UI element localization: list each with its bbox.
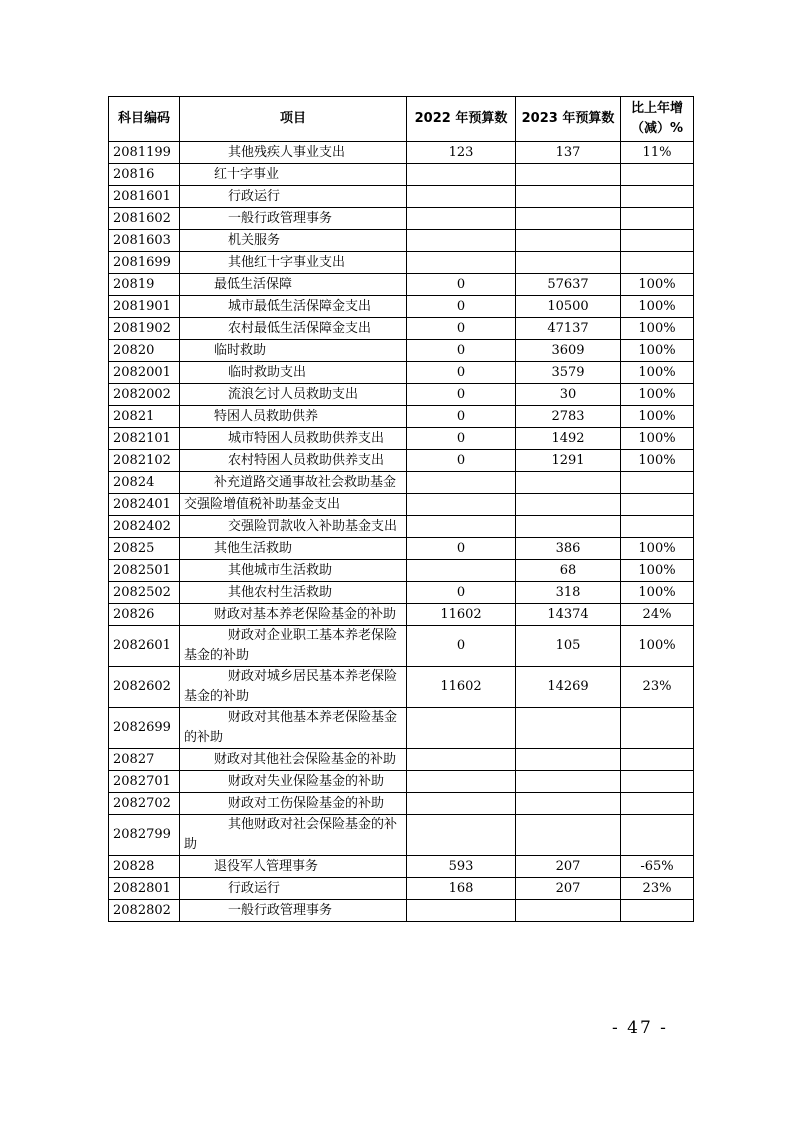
row-name: 临时救助 bbox=[180, 340, 407, 362]
row-name: 行政运行 bbox=[180, 186, 407, 208]
row-name: 财政对城乡居民基本养老保险基金的补助 bbox=[180, 667, 407, 708]
row-name: 财政对工伤保险基金的补助 bbox=[180, 793, 407, 815]
header-name: 项目 bbox=[180, 97, 407, 142]
row-budget-2022: 0 bbox=[407, 538, 516, 560]
row-budget-2023: 10500 bbox=[516, 296, 621, 318]
table-row bbox=[109, 340, 694, 362]
table-row bbox=[109, 208, 694, 230]
row-budget-2022 bbox=[407, 186, 516, 208]
table-header-row bbox=[109, 97, 694, 142]
row-budget-2022 bbox=[407, 708, 516, 749]
row-change: 100% bbox=[621, 384, 694, 406]
row-change: 100% bbox=[621, 340, 694, 362]
row-code: 2082001 bbox=[109, 362, 180, 384]
row-code: 2082401 bbox=[109, 494, 180, 516]
row-budget-2022: 0 bbox=[407, 318, 516, 340]
row-change bbox=[621, 815, 694, 856]
row-change: 100% bbox=[621, 428, 694, 450]
row-change bbox=[621, 900, 694, 922]
row-code: 2082799 bbox=[109, 815, 180, 856]
row-change bbox=[621, 749, 694, 771]
header-budget-2022: 2022 年预算数 bbox=[407, 97, 516, 142]
row-code: 2081603 bbox=[109, 230, 180, 252]
row-name: 其他生活救助 bbox=[180, 538, 407, 560]
row-budget-2023 bbox=[516, 186, 621, 208]
row-budget-2022: 168 bbox=[407, 878, 516, 900]
row-change bbox=[621, 708, 694, 749]
row-budget-2023: 318 bbox=[516, 582, 621, 604]
row-code: 20828 bbox=[109, 856, 180, 878]
row-budget-2022 bbox=[407, 771, 516, 793]
row-name: 其他财政对社会保险基金的补助 bbox=[180, 815, 407, 856]
row-budget-2023 bbox=[516, 252, 621, 274]
row-budget-2022 bbox=[407, 208, 516, 230]
row-name: 城市最低生活保障金支出 bbox=[180, 296, 407, 318]
row-budget-2023 bbox=[516, 230, 621, 252]
row-budget-2022: 0 bbox=[407, 450, 516, 472]
table-row bbox=[109, 472, 694, 494]
row-name: 一般行政管理事务 bbox=[180, 900, 407, 922]
row-change: 100% bbox=[621, 560, 694, 582]
table-row bbox=[109, 362, 694, 384]
row-change: 24% bbox=[621, 604, 694, 626]
row-name: 交强险罚款收入补助基金支出 bbox=[180, 516, 407, 538]
row-code: 20821 bbox=[109, 406, 180, 428]
row-budget-2022 bbox=[407, 230, 516, 252]
row-budget-2022: 0 bbox=[407, 428, 516, 450]
row-name: 机关服务 bbox=[180, 230, 407, 252]
row-code: 20816 bbox=[109, 164, 180, 186]
row-budget-2022 bbox=[407, 793, 516, 815]
row-budget-2022 bbox=[407, 516, 516, 538]
row-budget-2023: 137 bbox=[516, 142, 621, 164]
row-code: 2082602 bbox=[109, 667, 180, 708]
row-change: 100% bbox=[621, 582, 694, 604]
row-budget-2023: 47137 bbox=[516, 318, 621, 340]
row-code: 2081901 bbox=[109, 296, 180, 318]
row-change: 100% bbox=[621, 296, 694, 318]
row-change: -65% bbox=[621, 856, 694, 878]
row-name: 特困人员救助供养 bbox=[180, 406, 407, 428]
row-code: 2082101 bbox=[109, 428, 180, 450]
row-budget-2023 bbox=[516, 749, 621, 771]
row-change bbox=[621, 252, 694, 274]
row-name: 退役军人管理事务 bbox=[180, 856, 407, 878]
row-budget-2022 bbox=[407, 560, 516, 582]
table-row bbox=[109, 604, 694, 626]
row-name: 红十字事业 bbox=[180, 164, 407, 186]
row-budget-2023 bbox=[516, 516, 621, 538]
row-budget-2023 bbox=[516, 164, 621, 186]
row-change bbox=[621, 230, 694, 252]
row-change bbox=[621, 472, 694, 494]
row-budget-2022: 0 bbox=[407, 582, 516, 604]
table-row bbox=[109, 230, 694, 252]
row-change bbox=[621, 494, 694, 516]
row-budget-2023: 1492 bbox=[516, 428, 621, 450]
row-change: 100% bbox=[621, 626, 694, 667]
table-row bbox=[109, 296, 694, 318]
row-budget-2023: 3609 bbox=[516, 340, 621, 362]
row-code: 20827 bbox=[109, 749, 180, 771]
table-row bbox=[109, 878, 694, 900]
row-change: 11% bbox=[621, 142, 694, 164]
row-name: 最低生活保障 bbox=[180, 274, 407, 296]
row-budget-2022: 0 bbox=[407, 296, 516, 318]
row-budget-2023: 207 bbox=[516, 856, 621, 878]
table-row bbox=[109, 516, 694, 538]
row-name: 财政对企业职工基本养老保险基金的补助 bbox=[180, 626, 407, 667]
row-code: 2082102 bbox=[109, 450, 180, 472]
row-name: 财政对其他社会保险基金的补助 bbox=[180, 749, 407, 771]
row-code: 2081601 bbox=[109, 186, 180, 208]
row-name: 财政对其他基本养老保险基金的补助 bbox=[180, 708, 407, 749]
row-budget-2023 bbox=[516, 472, 621, 494]
row-budget-2022 bbox=[407, 749, 516, 771]
table-row bbox=[109, 749, 694, 771]
row-change: 23% bbox=[621, 878, 694, 900]
row-change: 100% bbox=[621, 362, 694, 384]
page-number: - 47 - bbox=[612, 1018, 668, 1038]
row-code: 20820 bbox=[109, 340, 180, 362]
table-row bbox=[109, 626, 694, 667]
table-row bbox=[109, 538, 694, 560]
row-code: 20825 bbox=[109, 538, 180, 560]
row-budget-2023: 1291 bbox=[516, 450, 621, 472]
row-name: 财政对失业保险基金的补助 bbox=[180, 771, 407, 793]
row-budget-2022 bbox=[407, 252, 516, 274]
row-budget-2023: 3579 bbox=[516, 362, 621, 384]
row-budget-2022: 0 bbox=[407, 340, 516, 362]
row-budget-2022: 0 bbox=[407, 626, 516, 667]
row-code: 20819 bbox=[109, 274, 180, 296]
row-code: 20826 bbox=[109, 604, 180, 626]
row-code: 2082701 bbox=[109, 771, 180, 793]
row-budget-2022 bbox=[407, 900, 516, 922]
row-change: 100% bbox=[621, 538, 694, 560]
row-name: 其他红十字事业支出 bbox=[180, 252, 407, 274]
row-code: 2082699 bbox=[109, 708, 180, 749]
table-row bbox=[109, 582, 694, 604]
row-budget-2022: 0 bbox=[407, 274, 516, 296]
table-row bbox=[109, 771, 694, 793]
row-name: 其他残疾人事业支出 bbox=[180, 142, 407, 164]
table-row bbox=[109, 318, 694, 340]
row-code: 2081199 bbox=[109, 142, 180, 164]
row-code: 2082802 bbox=[109, 900, 180, 922]
row-budget-2023 bbox=[516, 815, 621, 856]
row-budget-2022 bbox=[407, 494, 516, 516]
table-row bbox=[109, 450, 694, 472]
row-budget-2023 bbox=[516, 771, 621, 793]
row-budget-2022: 11602 bbox=[407, 667, 516, 708]
row-budget-2023 bbox=[516, 208, 621, 230]
row-budget-2023: 14374 bbox=[516, 604, 621, 626]
row-change: 100% bbox=[621, 406, 694, 428]
budget-table bbox=[108, 96, 694, 922]
table-row bbox=[109, 274, 694, 296]
row-name: 补充道路交通事故社会救助基金 bbox=[180, 472, 407, 494]
row-code: 2082501 bbox=[109, 560, 180, 582]
row-budget-2023 bbox=[516, 494, 621, 516]
row-budget-2023: 2783 bbox=[516, 406, 621, 428]
table-row bbox=[109, 667, 694, 708]
row-budget-2023: 386 bbox=[516, 538, 621, 560]
row-code: 2082502 bbox=[109, 582, 180, 604]
row-name: 财政对基本养老保险基金的补助 bbox=[180, 604, 407, 626]
row-name: 其他农村生活救助 bbox=[180, 582, 407, 604]
row-code: 2081602 bbox=[109, 208, 180, 230]
row-budget-2023: 105 bbox=[516, 626, 621, 667]
table-row bbox=[109, 142, 694, 164]
row-name: 其他城市生活救助 bbox=[180, 560, 407, 582]
row-budget-2022: 593 bbox=[407, 856, 516, 878]
row-budget-2023: 68 bbox=[516, 560, 621, 582]
row-budget-2022 bbox=[407, 164, 516, 186]
table-row bbox=[109, 428, 694, 450]
row-budget-2023 bbox=[516, 900, 621, 922]
row-budget-2023: 30 bbox=[516, 384, 621, 406]
row-name: 交强险增值税补助基金支出 bbox=[180, 494, 407, 516]
row-budget-2022: 11602 bbox=[407, 604, 516, 626]
row-budget-2023: 14269 bbox=[516, 667, 621, 708]
row-name: 农村特困人员救助供养支出 bbox=[180, 450, 407, 472]
table-row bbox=[109, 708, 694, 749]
row-change bbox=[621, 516, 694, 538]
row-code: 20824 bbox=[109, 472, 180, 494]
row-code: 2081902 bbox=[109, 318, 180, 340]
table-row bbox=[109, 494, 694, 516]
table-row bbox=[109, 856, 694, 878]
row-name: 临时救助支出 bbox=[180, 362, 407, 384]
header-budget-2023: 2023 年预算数 bbox=[516, 97, 621, 142]
table-row bbox=[109, 560, 694, 582]
table-row bbox=[109, 384, 694, 406]
row-code: 2082702 bbox=[109, 793, 180, 815]
row-budget-2022: 123 bbox=[407, 142, 516, 164]
row-name: 流浪乞讨人员救助支出 bbox=[180, 384, 407, 406]
row-name: 行政运行 bbox=[180, 878, 407, 900]
table-row bbox=[109, 252, 694, 274]
header-change: 比上年增（减）% bbox=[621, 97, 694, 142]
row-code: 2082801 bbox=[109, 878, 180, 900]
header-code: 科目编码 bbox=[109, 97, 180, 142]
row-budget-2022 bbox=[407, 815, 516, 856]
row-budget-2022: 0 bbox=[407, 406, 516, 428]
row-code: 2082601 bbox=[109, 626, 180, 667]
row-name: 一般行政管理事务 bbox=[180, 208, 407, 230]
row-budget-2022: 0 bbox=[407, 384, 516, 406]
table-row bbox=[109, 900, 694, 922]
row-change bbox=[621, 793, 694, 815]
table-row bbox=[109, 164, 694, 186]
row-change: 100% bbox=[621, 274, 694, 296]
row-name: 农村最低生活保障金支出 bbox=[180, 318, 407, 340]
row-change: 100% bbox=[621, 318, 694, 340]
table-row bbox=[109, 186, 694, 208]
table-row bbox=[109, 815, 694, 856]
row-budget-2023: 207 bbox=[516, 878, 621, 900]
row-name: 城市特困人员救助供养支出 bbox=[180, 428, 407, 450]
row-change: 23% bbox=[621, 667, 694, 708]
row-change bbox=[621, 208, 694, 230]
row-code: 2082402 bbox=[109, 516, 180, 538]
row-budget-2022: 0 bbox=[407, 362, 516, 384]
row-budget-2023 bbox=[516, 793, 621, 815]
row-budget-2023 bbox=[516, 708, 621, 749]
row-budget-2022 bbox=[407, 472, 516, 494]
row-change bbox=[621, 186, 694, 208]
table-row bbox=[109, 406, 694, 428]
row-change bbox=[621, 771, 694, 793]
row-budget-2023: 57637 bbox=[516, 274, 621, 296]
row-code: 2082002 bbox=[109, 384, 180, 406]
row-change bbox=[621, 164, 694, 186]
table-row bbox=[109, 793, 694, 815]
row-change: 100% bbox=[621, 450, 694, 472]
row-code: 2081699 bbox=[109, 252, 180, 274]
